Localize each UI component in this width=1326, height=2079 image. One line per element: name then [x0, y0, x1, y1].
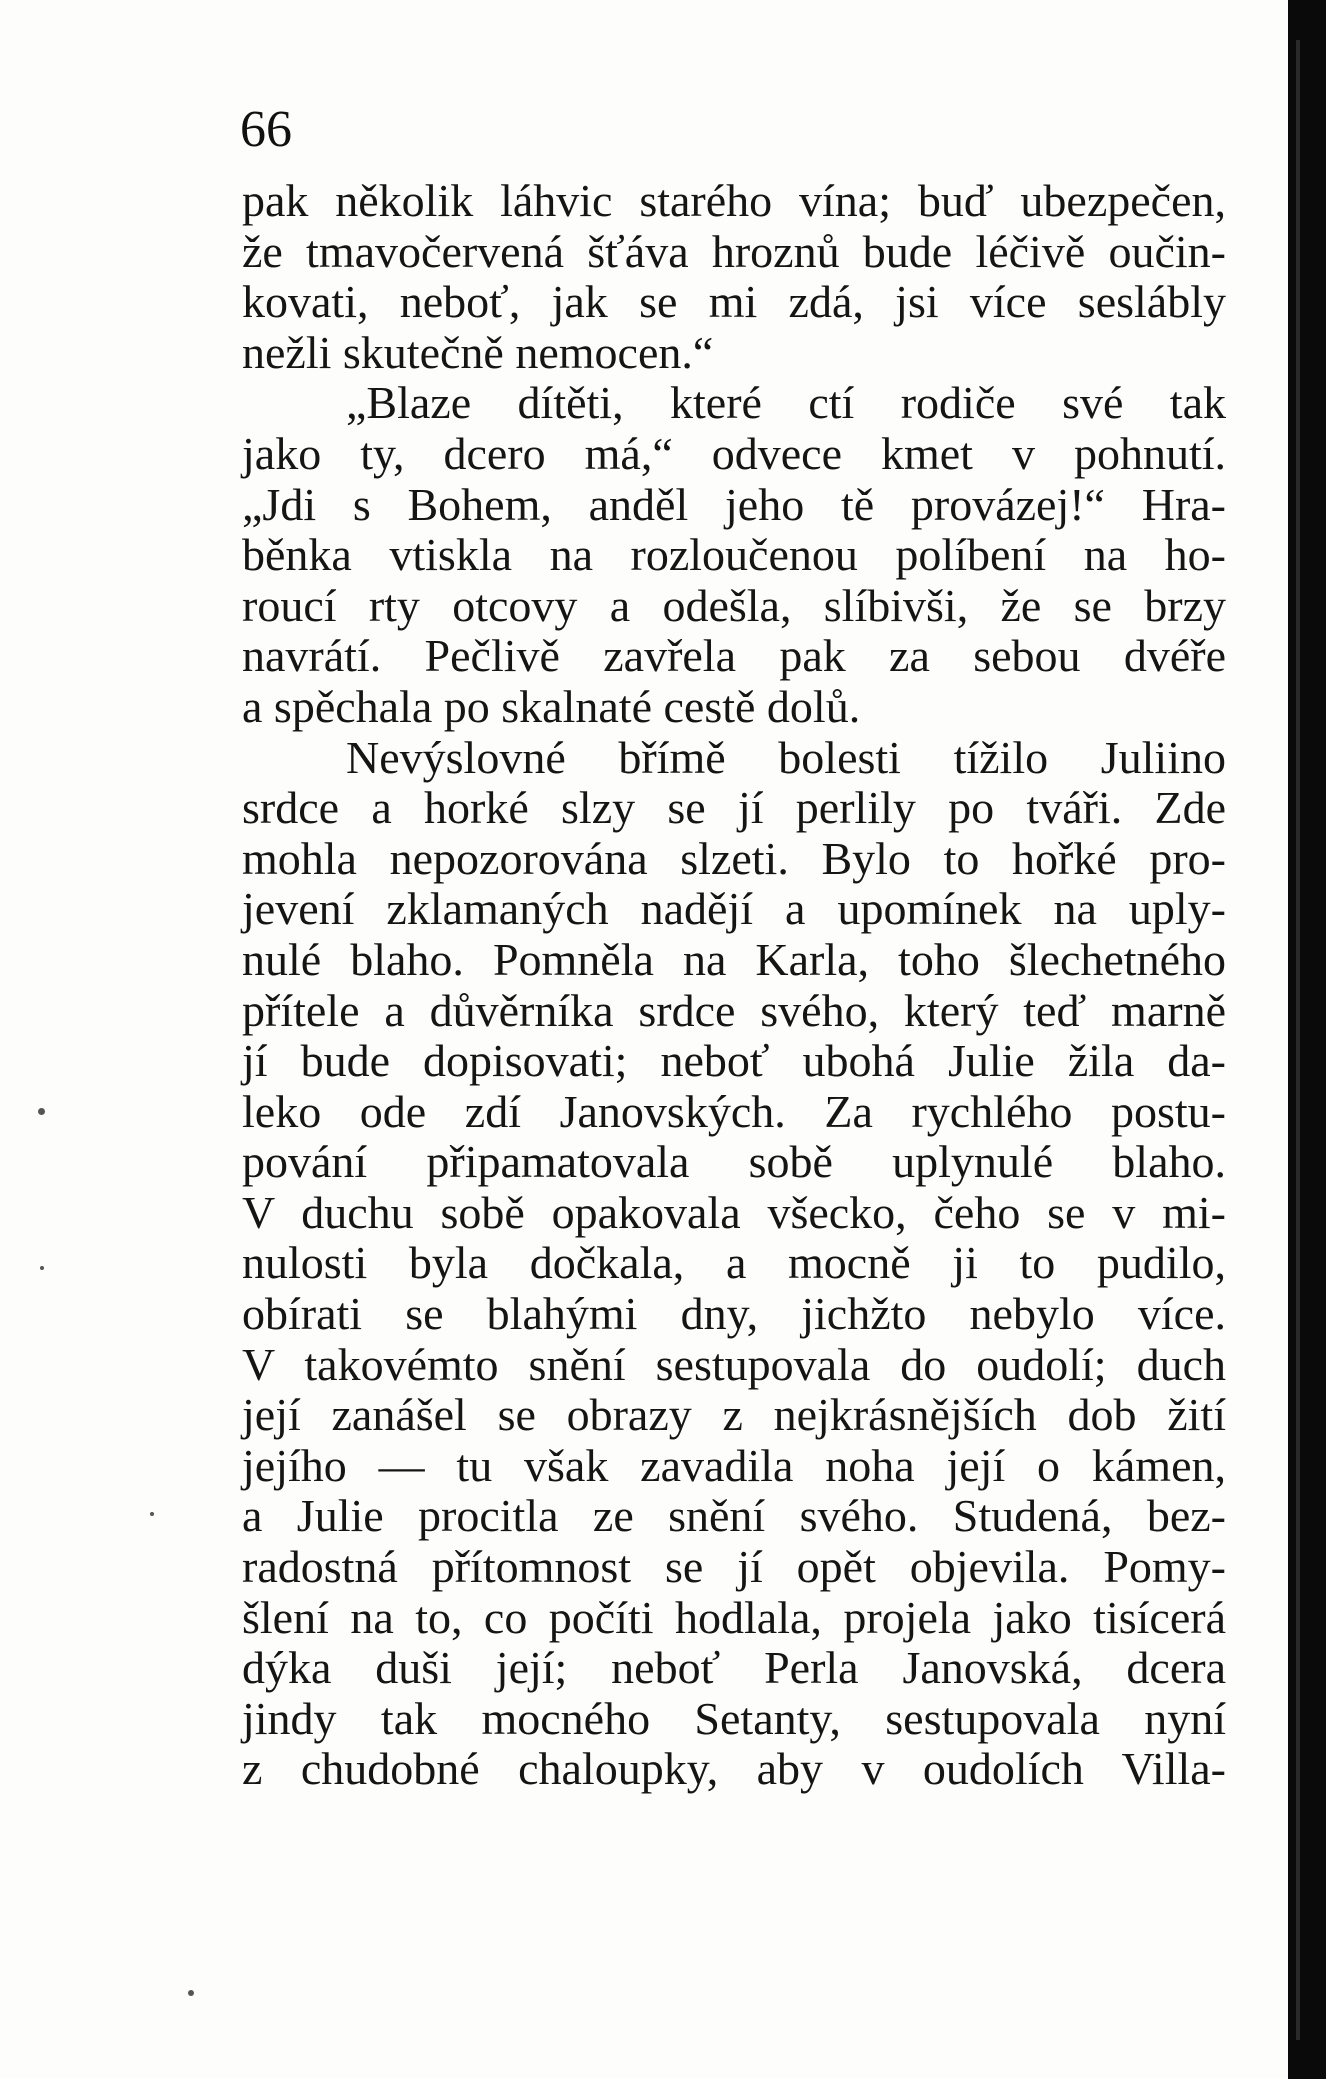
- page-speck: [150, 1512, 154, 1516]
- text-line: jako ty, dcero má,“ odvece kmet v pohnutí.: [242, 427, 1226, 479]
- page-speck: [188, 1990, 194, 1996]
- text-line: šlení na to, co počíti hodlala, projela jako tisícerá: [242, 1591, 1226, 1643]
- text-line: jejího — tu však zavadila noha její o kámen,: [242, 1439, 1226, 1491]
- text-line: z chudobné chaloupky, aby v oudolích Villa-: [242, 1743, 1226, 1795]
- scan-border: [1288, 0, 1326, 2079]
- text-line: nežli skutečně nemocen.“: [242, 326, 714, 378]
- text-line: V duchu sobě opakovala všecko, čeho se v mi-: [242, 1186, 1226, 1238]
- text-line: „Blaze dítěti, které ctí rodiče své tak: [346, 377, 1226, 429]
- body-text: [242, 176, 1226, 1795]
- text-line: jí bude dopisovati; neboť ubohá Julie žila da-: [242, 1035, 1226, 1087]
- text-line: „Jdi s Bohem, anděl jeho tě provázej!“ Hra-: [242, 478, 1226, 530]
- text-line: kovati, neboť, jak se mi zdá, jsi více seslábly: [242, 276, 1226, 328]
- page-number: 66: [240, 101, 292, 158]
- text-line: pování připamatovala sobě uplynulé blaho.: [242, 1136, 1226, 1188]
- text-line: leko ode zdí Janovských. Za rychlého postu-: [242, 1085, 1226, 1137]
- text-line: nulosti byla dočkala, a mocně ji to pudilo,: [242, 1237, 1226, 1289]
- text-line: radostná přítomnost se jí opět objevila. Pomy-: [242, 1541, 1226, 1593]
- text-line: jindy tak mocného Setanty, sestupovala nyní: [242, 1692, 1226, 1744]
- text-line: a spěchala po skalnaté cestě dolů.: [242, 680, 861, 732]
- text-line: mohla nepozorována slzeti. Bylo to hořké pro-: [242, 832, 1226, 884]
- text-line: a Julie procitla ze snění svého. Studená, bez-: [242, 1490, 1226, 1542]
- page-speck: [40, 1266, 44, 1270]
- scan-border-line: [1296, 40, 1300, 2040]
- text-line: obírati se blahými dny, jichžto nebylo více.: [242, 1288, 1226, 1340]
- text-line: nulé blaho. Pomněla na Karla, toho šlechetného: [242, 933, 1226, 985]
- text-line: dýka duši její; neboť Perla Janovská, dcera: [242, 1642, 1226, 1694]
- text-line: že tmavočervená šťáva hroznů bude léčivě oučin-: [242, 225, 1226, 277]
- text-line: navrátí. Pečlivě zavřela pak za sebou dvéře: [242, 630, 1226, 682]
- page-speck: [38, 1108, 45, 1115]
- text-line: roucí rty otcovy a odešla, slíbivši, že se brzy: [242, 579, 1226, 631]
- text-line: přítele a důvěrníka srdce svého, který teď marně: [242, 984, 1226, 1036]
- text-line: běnka vtiskla na rozloučenou políbení na ho-: [242, 529, 1226, 581]
- text-line: jevení zklamaných nadějí a upomínek na uply-: [242, 883, 1226, 935]
- text-line: srdce a horké slzy se jí perlily po tváři. Zde: [242, 782, 1226, 834]
- text-line: pak několik láhvic starého vína; buď ubezpečen,: [242, 175, 1226, 226]
- text-line: V takovémto snění sestupovala do oudolí; duch: [242, 1338, 1226, 1390]
- text-line: její zanášel se obrazy z nejkrásnějších dob žití: [242, 1389, 1226, 1441]
- text-line: Nevýslovné břímě bolesti tížilo Juliino: [346, 731, 1226, 783]
